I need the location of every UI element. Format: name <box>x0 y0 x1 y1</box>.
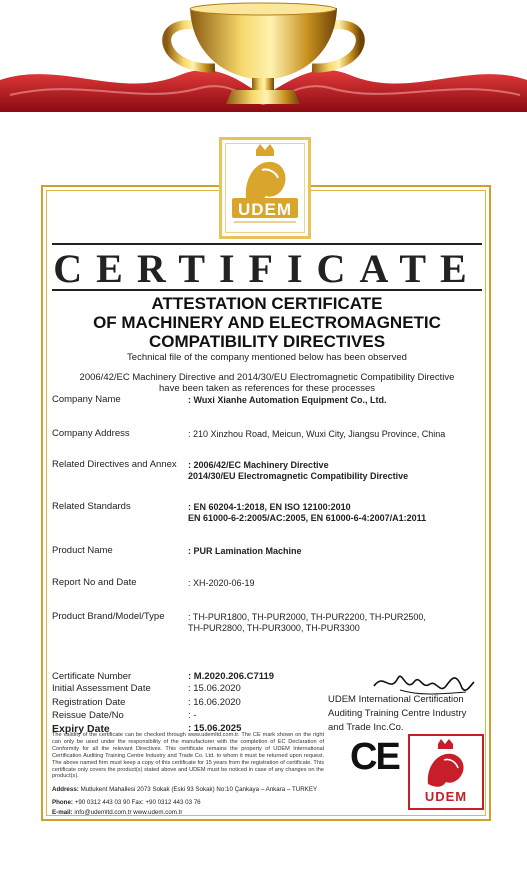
detail-label-certificate-number: Certificate Number <box>52 671 132 682</box>
detail-value-certificate-number: : M.2020.206.C7119 <box>188 671 275 682</box>
trophy-banner <box>0 0 527 112</box>
directive-note <box>52 372 482 394</box>
email-label: E-mail: <box>52 809 73 816</box>
attestation-line: ATTESTATION CERTIFICATE <box>151 294 383 313</box>
title-band <box>52 243 482 291</box>
certificate-title: CERTIFICATE <box>53 246 481 291</box>
field-value-model-1: : TH-PUR1800, TH-PUR2000, TH-PUR2200, TH-PUR2500, <box>188 612 426 622</box>
field-value-report: : XH-2020-06-19 <box>188 578 255 588</box>
detail-label-initial-assessment: Initial Assessment Date <box>52 683 151 694</box>
field-value-company-name: : Wuxi Xianhe Automation Equipment Co., Ltd. <box>188 395 387 405</box>
field-value-directives-2: 2014/30/EU Electromagnetic Compatibility Directive <box>188 471 409 481</box>
field-label-standards: Related Standards <box>52 501 131 512</box>
detail-label-expiry: Expiry Date <box>52 723 110 735</box>
email-line <box>52 809 182 816</box>
field-value-directives-1: : 2006/42/EC Machinery Directive <box>188 460 329 470</box>
ce-mark: CE <box>350 736 399 778</box>
address-line <box>52 786 317 793</box>
detail-value-reissue: : - <box>188 710 197 721</box>
detail-value-expiry: : 15.06.2025 <box>188 723 242 734</box>
field-label-company-address: Company Address <box>52 428 130 439</box>
address-label: Address: <box>52 786 79 793</box>
directive-line: 2006/42/EC Machinery Directive and 2014/30/EU Electromagnetic Compatibility Directive <box>79 372 455 383</box>
trophy-banner-graphic <box>0 0 527 112</box>
address-text: Mutlukent Mahallesi 2073 Sokak (Eski 93 Sokak) No:10 Çankaya – Ankara – TURKEY <box>80 786 318 793</box>
validity-fine-print: The validity of the certificate can be checked through www.udemltd.com.tr. The CE mark shown on the right can only be used under the responsibility of the manufacturer with the completion of EC Declaration of Conformity for all the relevant Directives. This certificate remains the property of UDEM International Certification Auditing Training Centre Industry and Trade Co. Ltd. to whom it must be returned upon request. The above named firm must keep a copy of this certificate for 15 years from the registration of certificate. This certificate only covers the product(s) stated above and UDEM must be noticed in case of any changes on the product(s). <box>52 732 324 780</box>
email-text: info@udemltd.com.tr www.udem.com.tr <box>74 809 183 816</box>
detail-label-reissue: Reissue Date/No <box>52 710 124 721</box>
signature-caption-line: UDEM International Certification <box>328 694 464 705</box>
field-value-product-name: : PUR Lamination Machine <box>188 546 302 556</box>
signature-caption-line: Auditing Training Centre Industry <box>328 708 467 719</box>
detail-value-registration: : 16.06.2020 <box>188 697 241 708</box>
phone-label: Phone: <box>52 799 73 806</box>
attestation-line: COMPATIBILITY DIRECTIVES <box>148 332 386 351</box>
lion-crown-icon <box>410 738 482 794</box>
attestation-heading <box>52 294 482 351</box>
field-label-report: Report No and Date <box>52 577 137 588</box>
udem-stamp <box>408 734 484 810</box>
attestation-line: OF MACHINERY AND ELECTROMAGNETIC <box>93 313 441 332</box>
lion-crown-icon <box>222 140 308 236</box>
udem-logo <box>219 137 311 239</box>
directive-line: have been taken as references for these processes <box>159 383 375 394</box>
field-label-product-name: Product Name <box>52 545 113 556</box>
phone-text: +90 0312 443 03 90 Fax: +90 0312 443 03 76 <box>74 799 201 806</box>
field-value-standards-1: : EN 60204-1:2018, EN ISO 12100:2010 <box>188 502 351 512</box>
field-value-model-2: TH-PUR2800, TH-PUR3000, TH-PUR3300 <box>188 623 360 633</box>
field-label-model: Product Brand/Model/Type <box>52 611 165 622</box>
signature-caption-line: and Trade Inc.Co. <box>328 722 404 733</box>
technical-file-note: Technical file of the company mentioned below has been observed <box>127 352 407 363</box>
detail-label-registration: Registration Date <box>52 697 126 708</box>
stamp-text: UDEM <box>424 789 468 804</box>
field-label-company-name: Company Name <box>52 394 121 405</box>
phone-line <box>52 799 201 806</box>
detail-value-initial-assessment: : 15.06.2020 <box>188 683 241 694</box>
field-label-directives: Related Directives and Annex <box>52 459 177 470</box>
field-value-standards-2: EN 61000-6-2:2005/AC:2005, EN 61000-6-4:2007/A1:2011 <box>188 513 427 523</box>
field-value-company-address: : 210 Xinzhou Road, Meicun, Wuxi City, Jiangsu Province, China <box>188 429 446 439</box>
logo-text: UDEM <box>237 200 293 219</box>
